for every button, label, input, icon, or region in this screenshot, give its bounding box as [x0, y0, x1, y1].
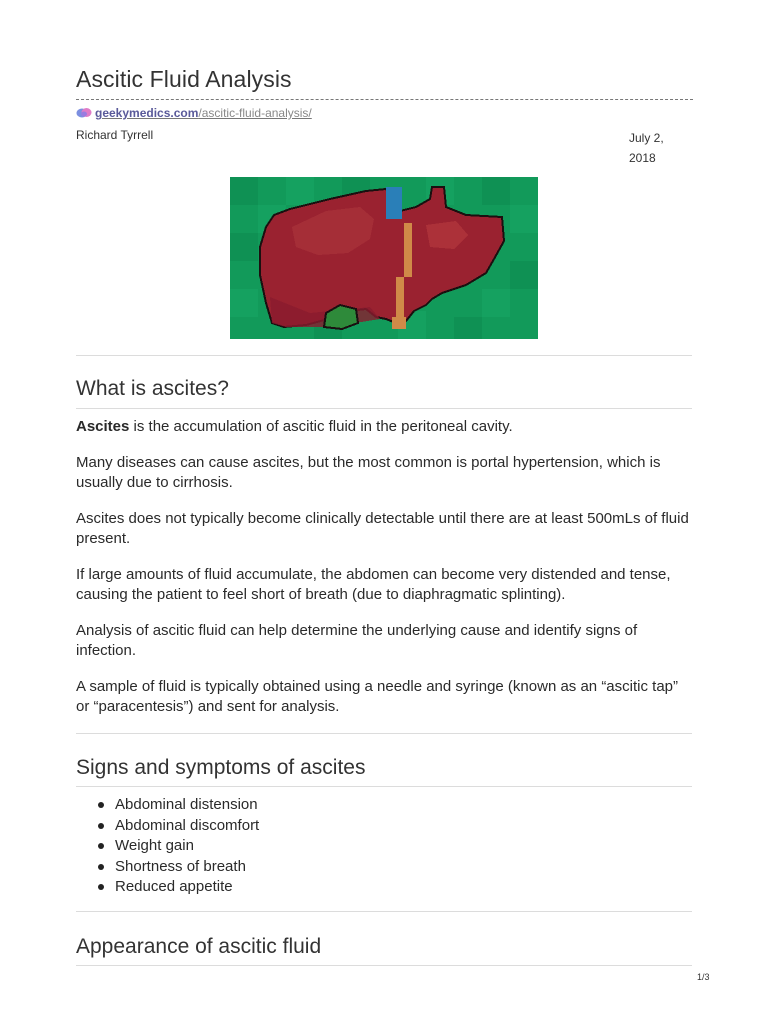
- section-heading-signs: Signs and symptoms of ascites: [76, 756, 366, 779]
- source-url[interactable]: [95, 106, 312, 120]
- heading-underline: [76, 408, 692, 409]
- publish-date: July 2, 2018: [629, 131, 664, 165]
- liver-illustration: [230, 177, 538, 339]
- list-item-text: Abdominal discomfort: [115, 816, 260, 834]
- symptom-list: [76, 795, 259, 898]
- bullet-icon: [98, 802, 104, 808]
- paragraph-analysis: Analysis of ascitic fluid can help determine the underlying cause and identify signs of infection.: [76, 622, 638, 659]
- bullet-icon: [98, 823, 104, 829]
- author-name: Richard Tyrrell: [76, 128, 154, 142]
- page-number: 1/3: [697, 972, 710, 982]
- section-divider: [76, 355, 692, 356]
- list-item: [76, 816, 259, 837]
- paragraph-text: is the accumulation of ascitic fluid in the peritoneal cavity.: [129, 418, 513, 435]
- list-item: [76, 836, 259, 857]
- bullet-icon: [98, 884, 104, 890]
- section-divider: [76, 733, 692, 734]
- heading-underline: [76, 965, 692, 966]
- bold-term: Ascites: [76, 418, 130, 435]
- bullet-icon: [98, 843, 104, 849]
- list-item: [76, 877, 259, 898]
- source-path: /ascitic-fluid-analysis/: [198, 106, 312, 120]
- list-item-text: Reduced appetite: [115, 878, 233, 895]
- title-divider: [76, 99, 693, 100]
- list-item-text: Abdominal distension: [115, 796, 258, 813]
- heading-underline: [76, 786, 692, 787]
- section-heading-appearance: Appearance of ascitic fluid: [76, 935, 322, 958]
- section-divider: [76, 911, 692, 912]
- paragraph-detection: Ascites does not typically become clinically detectable until there are at least 500mLs of fluid present.: [76, 510, 689, 547]
- brain-icon: [76, 107, 92, 119]
- list-item-text: Shortness of breath: [115, 857, 246, 875]
- paragraph-definition: [76, 417, 692, 437]
- source-link[interactable]: [76, 106, 312, 120]
- page-title: Ascitic Fluid Analysis: [76, 66, 292, 92]
- list-item: [76, 857, 259, 878]
- list-item-text: Weight gain: [115, 837, 194, 854]
- source-domain: geekymedics.com: [95, 106, 199, 120]
- section-heading-what-is-ascites: What is ascites?: [76, 377, 229, 400]
- paragraph-sampling: A sample of fluid is typically obtained using a needle and syringe (known as an “ascitic tap” or “paracentesis”) and sent for analysis.: [76, 678, 678, 715]
- paragraph-causes: Many diseases can cause ascites, but the most common is portal hypertension, which is usually due to cirrhosis.: [76, 454, 661, 491]
- list-item: [76, 795, 259, 816]
- paragraph-distension: If large amounts of fluid accumulate, the abdomen can become very distended and tense, causing the patient to feel short of breath (due to diaphragmatic splinting).: [76, 566, 671, 603]
- bullet-icon: [98, 864, 104, 870]
